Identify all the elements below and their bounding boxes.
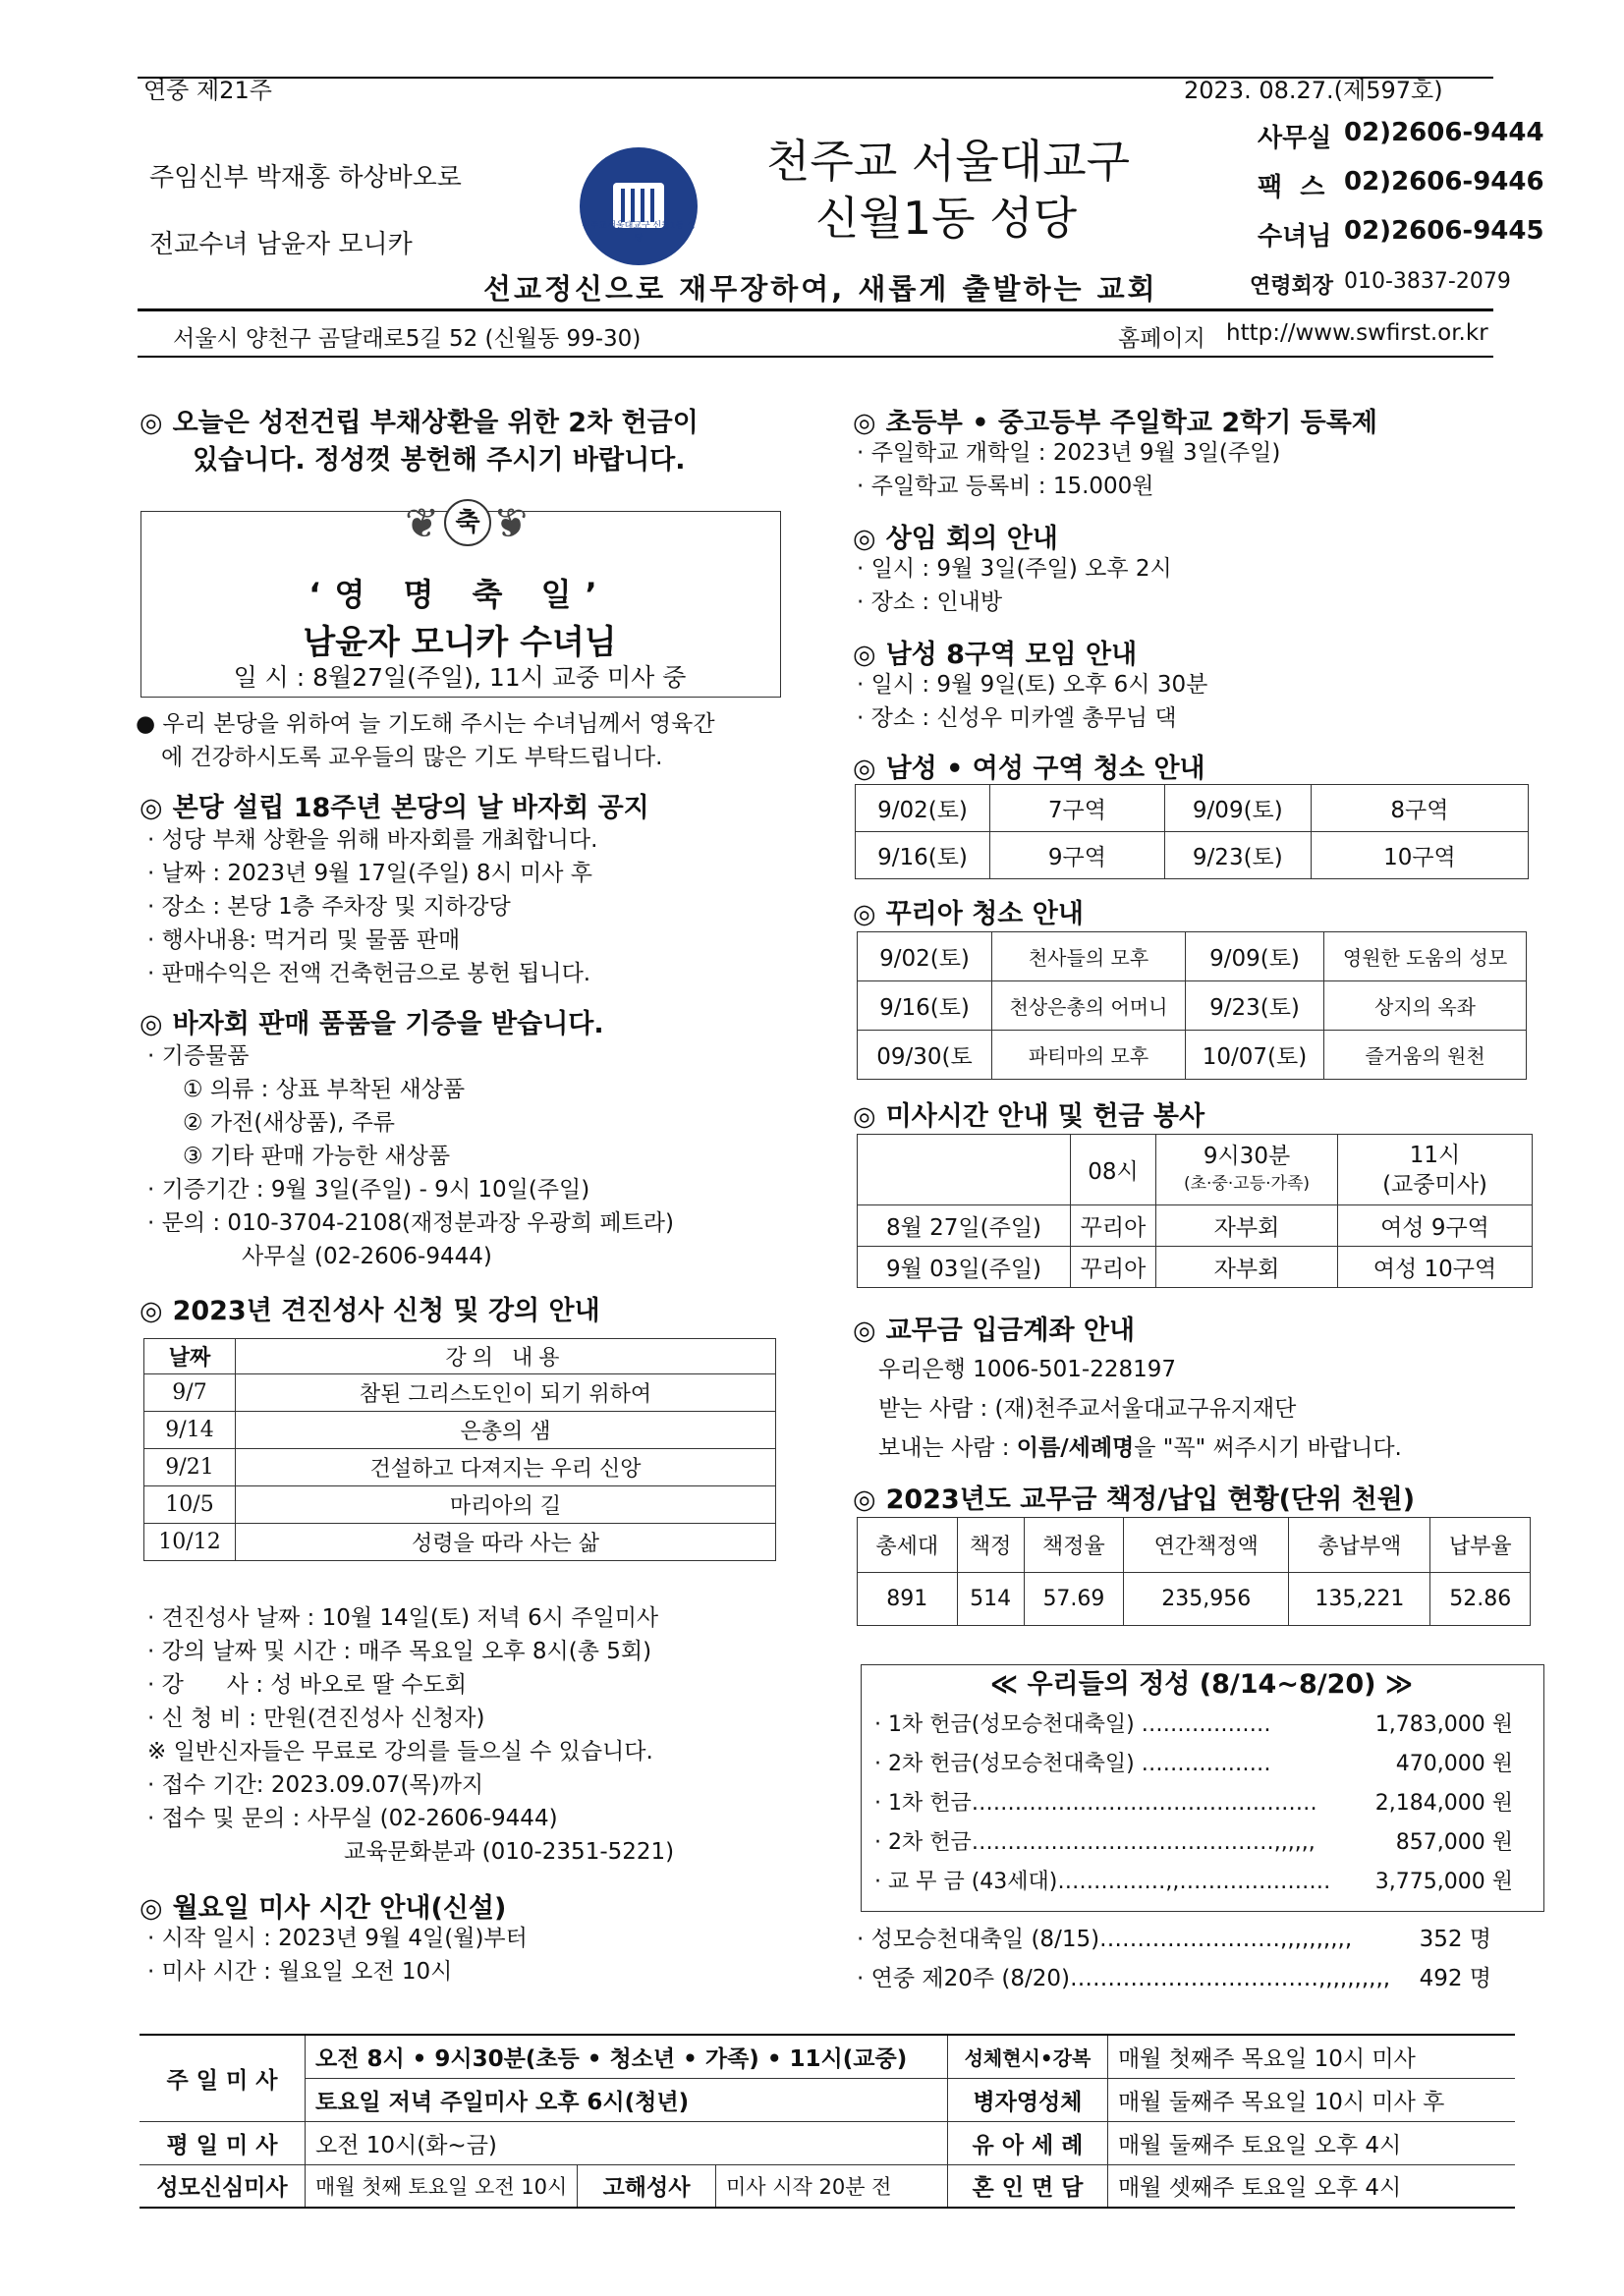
list-item: · 연중 제20주 (8/20)……………………………,,,,,,,,,, 492 명 — [857, 1966, 1491, 1991]
feast-when: 일 시 : 8월27일(주일), 11시 교중 미사 중 — [233, 663, 687, 692]
laurel-right-icon: ❦ — [493, 499, 529, 547]
church-logo — [580, 147, 698, 265]
sunday-school-title: ◎ 초등부 • 중고등부 주일학교 2학기 등록제 — [853, 408, 1377, 438]
contact-office-label: 사무실 — [1258, 124, 1332, 153]
bullet-icon: ◎ — [853, 640, 876, 670]
standing-title: ◎ 상임 회의 안내 — [853, 524, 1058, 554]
cleaning-title: ◎ 남성 • 여성 구역 청소 안내 — [853, 754, 1205, 784]
prayer-request: ● 우리 본당을 위하여 늘 기도해 주시는 수녀님께서 영육간 — [136, 711, 715, 737]
dot-icon: ● — [136, 711, 156, 737]
list-item: ② 가전(새상품), 주류 — [183, 1110, 396, 1136]
kkuria-table — [857, 931, 1527, 1080]
list-item: · 2차 헌금(성모승천대축일) ……………… 470,000 원 — [874, 1752, 1513, 1776]
contribution-list — [874, 1706, 1513, 1902]
list-item: · 장소 : 본당 1층 주차장 및 지하강당 — [147, 894, 511, 920]
homepage-label: 홈페이지 — [1118, 326, 1205, 352]
list-item: · 미사 시간 : 월요일 오전 10시 — [147, 1959, 453, 1985]
bazaar-list — [147, 823, 597, 990]
monday-list — [147, 1922, 528, 1988]
list-item: · 장소 : 인내방 — [857, 589, 1003, 615]
list-item: · 행사내용: 먹거리 및 물품 판매 — [147, 927, 461, 953]
contact-funeral-label: 연령회장 — [1250, 274, 1334, 299]
bullet-icon: ◎ — [140, 793, 163, 823]
list-item: · 교 무 금 (43세대)……………,,………………… 3,775,000 원 — [874, 1870, 1513, 1894]
table-row: 성모신심미사 매월 첫째 토요일 오전 10시 고해성사 미사 시작 20분 전 혼 인 면 담 매월 셋째주 토요일 오후 4시 — [140, 2164, 1515, 2208]
list-item: · 판매수익은 전액 건축헌금으로 봉헌 됩니다. — [147, 961, 591, 986]
feast-badge: 축 — [444, 499, 491, 546]
church-name-line1: 천주교 서울대교구 — [766, 135, 1131, 188]
bullet-icon: ◎ — [853, 1316, 876, 1346]
account-info — [878, 1350, 1402, 1468]
contact-funeral: 010-3837-2079 — [1344, 269, 1511, 294]
list-item: · 접수 기간: 2023.09.07(목)까지 — [147, 1772, 484, 1798]
donation-title: ◎ 바자회 판매 품품을 기증을 받습니다. — [140, 1009, 604, 1039]
contact-fax: 02)2606-9446 — [1344, 167, 1544, 196]
men8-title: ◎ 남성 8구역 모임 안내 — [853, 640, 1138, 670]
table-row: 9/16(토) 천상은총의 어머니 9/23(토) 상지의 옥좌 — [858, 981, 1527, 1031]
account-receiver: 받는 사람 : (재)천주교서울대교구유지재단 — [878, 1396, 1297, 1422]
list-item: 교육문화분과 (010-2351-5221) — [344, 1839, 675, 1865]
bullet-icon: ◎ — [853, 899, 876, 929]
list-item: · 기증물품 — [147, 1043, 250, 1069]
week-label: 연중 제21주 — [143, 77, 272, 104]
bullet-icon: ◎ — [140, 1009, 163, 1039]
church-address: 서울시 양천구 곰달래로5길 52 (신월동 99-30) — [173, 326, 642, 352]
list-item: · 접수 및 문의 : 사무실 (02-2606-9444) — [147, 1806, 558, 1831]
dues-table — [857, 1517, 1531, 1626]
list-item: · 강 사 : 성 바오로 딸 수도회 — [147, 1672, 467, 1698]
bullet-icon: ◎ — [140, 1893, 163, 1924]
list-item: · 문의 : 010-3704-2108(재정분과장 우광희 페트라) — [147, 1210, 674, 1236]
account-sender: 보내는 사람 : 이름/세례명을 "꼭" 써주시기 바랍니다. — [878, 1435, 1402, 1461]
retreat-info-list — [147, 1601, 674, 1869]
list-item: 사무실 (02-2606-9444) — [242, 1244, 492, 1269]
list-item: · 일시 : 9월 3일(주일) 오후 2시 — [857, 556, 1172, 582]
contact-nun: 02)2606-9445 — [1344, 216, 1544, 246]
pastor-name: 주임신부 박재홍 하상바오로 — [149, 163, 462, 193]
account-bank: 우리은행 1006-501-228197 — [878, 1357, 1177, 1382]
monday-title: ◎ 월요일 미사 시간 안내(신설) — [140, 1893, 507, 1924]
list-item: · 기증기간 : 9월 3일(주일) - 9시 10일(주일) — [147, 1177, 590, 1203]
donation-list — [147, 1039, 674, 1273]
table-row: 9/02(토) 7구역 9/09(토) 8구역 — [856, 785, 1529, 832]
table-row: 891 514 57.69 235,956 135,221 52.86 — [858, 1573, 1531, 1626]
bullet-icon: ◎ — [853, 754, 876, 784]
men8-list — [857, 668, 1207, 735]
retreat-table — [143, 1338, 776, 1561]
list-item: · 일시 : 9월 9일(토) 오후 6시 30분 — [857, 672, 1208, 698]
table-row: 09/30(토 파티마의 모후 10/07(토) 즐거움의 원천 — [858, 1031, 1527, 1080]
list-item: ※ 일반신자들은 무료로 강의를 들으실 수 있습니다. — [147, 1739, 653, 1764]
table-row: 10/5 마리아의 길 — [144, 1486, 776, 1524]
list-item: · 날짜 : 2023년 9월 17일(주일) 8시 미사 후 — [147, 861, 592, 886]
table-row: 평 일 미 사 오전 10시(화~금) 유 아 세 례 매월 둘째주 토요일 오후 4시 — [140, 2121, 1515, 2164]
mass-schedule-table — [140, 2034, 1515, 2209]
mass-table — [857, 1134, 1533, 1288]
list-item: · 시작 일시 : 2023년 9월 4일(월)부터 — [147, 1926, 528, 1951]
list-item: · 장소 : 신성우 미카엘 총무님 댁 — [857, 705, 1177, 731]
church-name-line2: 신월1동 성당 — [815, 192, 1078, 245]
table-row: 10/12 성령을 따라 사는 삶 — [144, 1524, 776, 1561]
table-row: 토요일 저녁 주일미사 오후 6시(청년) 병자영성체 매월 둘째주 목요일 10시 미사 후 — [140, 2078, 1515, 2121]
nun-name: 전교수녀 남윤자 모니카 — [149, 230, 413, 259]
laurel-left-icon: ❦ — [405, 499, 440, 547]
contact-office: 02)2606-9444 — [1344, 118, 1544, 147]
bullet-icon: ◎ — [853, 524, 876, 554]
kkuria-title: ◎ 꾸리아 청소 안내 — [853, 899, 1084, 929]
prayer-request-line2: 에 건강하시도록 교우들의 많은 기도 부탁드립니다. — [161, 745, 663, 770]
bullet-icon: ◎ — [140, 408, 163, 438]
church-motto: 선교정신으로 재무장하여, 새롭게 출발하는 교회 — [483, 272, 1158, 306]
bullet-icon: ◎ — [853, 1101, 876, 1132]
homepage-link[interactable]: http://www.swfirst.or.kr — [1226, 320, 1488, 346]
contribution-title: ≪ 우리들의 정성 (8/14~8/20) ≫ — [989, 1669, 1414, 1700]
table-row: 9/02(토) 천사들의 모후 9/09(토) 영원한 도움의 성모 — [858, 932, 1527, 981]
notice-second-collection: ◎ 오늘은 성전건립 부채상환을 위한 2차 헌금이 — [140, 408, 699, 438]
table-row: 총세대 책정 책정율 연간책정액 총납부액 납부율 — [858, 1518, 1531, 1573]
table-row: 9/7 참된 그리스도인이 되기 위하여 — [144, 1374, 776, 1412]
bullet-icon: ◎ — [140, 1296, 163, 1326]
standing-list — [857, 552, 1172, 619]
contact-nun-label: 수녀님 — [1258, 222, 1332, 252]
table-row: 9/16(토) 9구역 9/23(토) 10구역 — [856, 832, 1529, 879]
mass-title: ◎ 미사시간 안내 및 헌금 봉사 — [853, 1101, 1205, 1132]
header-rule-mid — [138, 308, 1493, 311]
bullet-icon: ◎ — [853, 408, 876, 438]
table-row: 주 일 미 사 오전 8시 • 9시30분(초등 • 청소년 • 가족) • 11시(교중) 성체현시•강복 매월 첫째주 목요일 10시 미사 — [140, 2035, 1515, 2078]
feast-title: ‘영 명 축 일’ — [308, 576, 611, 613]
list-item: · 2차 헌금……………………………………,,,,,, 857,000 원 — [874, 1830, 1513, 1855]
cleaning-table — [855, 784, 1529, 879]
list-item: ③ 기타 판매 가능한 새상품 — [183, 1144, 451, 1169]
retreat-title: ◎ 2023년 견진성사 신청 및 강의 안내 — [140, 1296, 600, 1326]
sunday-school-list — [857, 436, 1280, 503]
issue-date: 2023. 08.27.(제597호) — [1184, 77, 1443, 104]
attendance-list — [857, 1920, 1491, 1998]
list-item: · 신 청 비 : 만원(견진성사 신청자) — [147, 1706, 485, 1731]
feast-name: 남윤자 모니카 수녀님 — [303, 623, 617, 662]
list-item: · 1차 헌금………………………………………… 2,184,000 원 — [874, 1791, 1513, 1816]
logo-caption: 천주교서울대교구 신월1동 성당 — [582, 221, 696, 244]
header-rule-bottom — [138, 356, 1493, 358]
list-item: · 주일학교 개학일 : 2023년 9월 3일(주일) — [857, 440, 1281, 466]
list-item: · 1차 헌금(성모승천대축일) ……………… 1,783,000 원 — [874, 1712, 1513, 1737]
list-item: · 강의 날짜 및 시간 : 매주 목요일 오후 8시(총 5회) — [147, 1639, 652, 1664]
table-row: 9/21 건설하고 다져지는 우리 신앙 — [144, 1449, 776, 1486]
table-row: 날짜 강의 내용 — [144, 1339, 776, 1374]
table-row: 08시 9시30분 (초·중·고등·가족) 11시 (교중미사) — [858, 1135, 1533, 1205]
table-row: 9/14 은총의 샘 — [144, 1412, 776, 1449]
list-item: ① 의류 : 상표 부착된 새상품 — [183, 1077, 466, 1102]
list-item: · 견진성사 날짜 : 10월 14일(토) 저녁 6시 주일미사 — [147, 1605, 659, 1631]
header-rule-top — [138, 77, 1493, 79]
list-item: · 성모승천대축일 (8/15)……………………,,,,,,,,,, 352 명 — [857, 1927, 1491, 1952]
contact-fax-label: 팩 스 — [1258, 173, 1325, 202]
notice-second-collection-line2: 있습니다. 정성껏 봉헌해 주시기 바랍니다. — [193, 445, 686, 476]
bazaar-title: ◎ 본당 설립 18주년 본당의 날 바자회 공지 — [140, 793, 649, 823]
list-item: · 성당 부채 상환을 위해 바자회를 개최합니다. — [147, 827, 598, 853]
table-row: 8월 27일(주일) 꾸리아 자부회 여성 9구역 — [858, 1205, 1533, 1247]
dues-title: ◎ 2023년도 교무금 책정/납입 현황(단위 천원) — [853, 1484, 1416, 1515]
bullet-icon: ◎ — [853, 1484, 876, 1515]
account-title: ◎ 교무금 입금계좌 안내 — [853, 1316, 1136, 1346]
list-item: · 주일학교 등록비 : 15.000원 — [857, 474, 1154, 499]
table-row: 9월 03일(주일) 꾸리아 자부회 여성 10구역 — [858, 1247, 1533, 1288]
